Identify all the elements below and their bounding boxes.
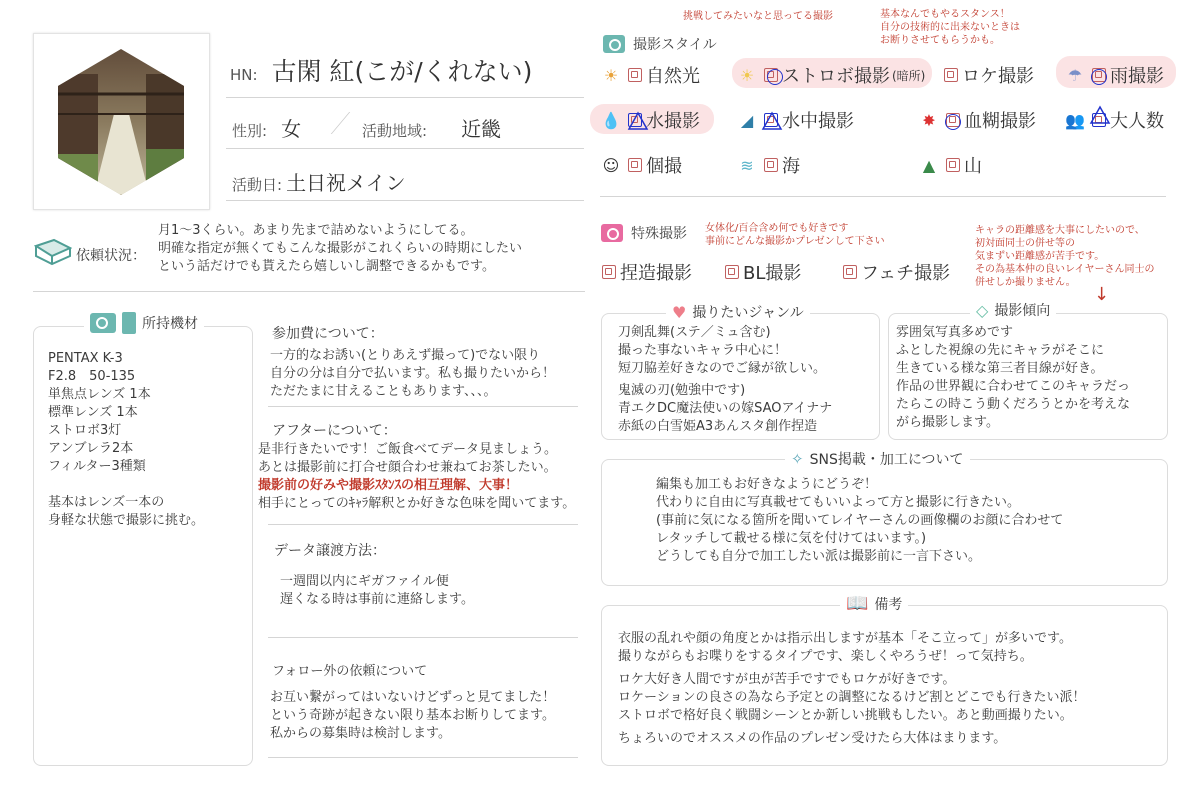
unfollowed-line: という奇跡が起きない限り基本お断りしてます。: [270, 708, 555, 723]
equipment-line: 単焦点レンズ 1本: [48, 387, 151, 402]
fee-line: 自分の分は自分で払います。私も撮りたいから！: [270, 366, 555, 381]
data-transfer-line: 一週間以内にギガファイル便: [280, 574, 449, 589]
style-underwater: 水中撮影: [782, 111, 854, 132]
request-label: 依頼状況：: [76, 248, 146, 264]
tendency-line: ふとした視線の先にキャラがそこに: [896, 343, 1105, 358]
sns-line: レタッチして載せる様に気を付けてはいます。): [656, 531, 927, 546]
after-line-highlight: 撮影前の好みや撮影ｽﾀﾝｽの相互理解、大事！: [258, 478, 519, 493]
open-book-icon: 📖: [846, 593, 869, 614]
remarks-line: ロケーションの良さの為なら予定との調整になるけど割とどこでも行きたい派！: [618, 690, 1086, 705]
special-note: 事前にどんな撮影かプレゼンして下さい: [705, 236, 885, 247]
genre-line: 鬼滅の刃(勉強中です): [618, 383, 746, 398]
natural-checkbox[interactable]: [628, 68, 642, 82]
fee-line: ただたまに甘えることもあります、、、。: [270, 384, 497, 399]
camera-icon: [603, 35, 625, 53]
tendency-line: がら撮影します。: [896, 415, 999, 430]
equipment-line: アンブレラ2本: [48, 441, 134, 456]
style-rain: 雨撮影: [1110, 66, 1164, 87]
style-mountain: 山: [964, 156, 982, 177]
gender-label: 性別:: [232, 122, 268, 140]
mark-triangle-crowd: [1089, 105, 1111, 125]
book-icon: [34, 238, 72, 266]
fee-title: 参加費について：: [272, 326, 384, 342]
special-note-right: 初対面同士の併せ等の: [975, 238, 1075, 249]
hn-label: HN:: [230, 66, 258, 84]
sun-icon: ☀: [603, 65, 619, 85]
style-location: ロケ撮影: [962, 66, 1034, 87]
remarks-line: ロケ大好き人間ですが虫が苦手ですでもロケが好きです。: [618, 672, 956, 687]
style-water: 水撮影: [646, 111, 700, 132]
camera-icon: [90, 313, 116, 333]
data-transfer-line: 遅くなる時は事前に連絡します。: [280, 592, 474, 607]
tendency-line: たらこの時こう動くだろうとかを考えな: [896, 397, 1131, 412]
mark-triangle-water: [627, 111, 649, 131]
sea-checkbox[interactable]: [764, 158, 778, 172]
special-note-right: 併せしか撮りません。: [975, 277, 1076, 288]
profile-photo: [34, 34, 209, 209]
equipment-note: 基本はレンズ一本の: [48, 495, 165, 510]
unfollowed-line: 私からの募集時は検討します。: [270, 726, 451, 741]
person-icon: ☺: [602, 155, 620, 175]
camera-icon: [601, 224, 623, 242]
style-crowd: 大人数: [1110, 111, 1164, 132]
lens-icon: [122, 312, 136, 334]
blood-splat-icon: ✸: [922, 110, 936, 130]
strobe-icon: ☀: [739, 65, 755, 85]
sns-title: SNS掲載・加工について: [809, 452, 964, 468]
equipment-line: F2.8 50-135: [48, 369, 136, 384]
tendency-line: 作品の世界観に合わせてこのキャラだっ: [896, 379, 1131, 394]
water-drop-icon: 💧: [601, 110, 621, 130]
group-icon: 👥: [1065, 110, 1085, 130]
style-natural: 自然光: [646, 66, 700, 87]
style-sea: 海: [782, 156, 800, 177]
style-blood: 血糊撮影: [964, 111, 1036, 132]
mark-triangle-underwater: [761, 111, 783, 131]
mark-circle-rain: [1091, 69, 1107, 85]
sns-line: どうしても自分で加工したい派は撮影前に一言下さい。: [656, 549, 982, 564]
days-value: 土日祝メイン: [286, 171, 406, 195]
equipment-line: PENTAX K-3: [48, 351, 123, 366]
request-line: 月1〜3くらい。あまり先まで詰めないようにしてる。: [158, 223, 474, 238]
remarks-line: ちょろいのでオススメの作品のプレゼン受けたら大体はまります。: [618, 731, 1007, 746]
fee-line: 一方的なお誘い(とりあえず撮って)でない限り: [270, 348, 541, 363]
after-line: あとは撮影前に打合せ顔合わせ兼ねてお茶したい。: [258, 460, 557, 475]
after-title: アフターについて：: [272, 423, 397, 439]
equipment-note: 身軽な状態で撮影に挑む。: [48, 513, 205, 528]
genre-line: 短刀脇差好きなのでご縁が欲しい。: [618, 361, 827, 376]
special-note-right: キャラの距離感を大事にしたいので、: [975, 225, 1145, 236]
remarks-line: 撮りながらもお喋りをするタイプです、楽しくやろうぜ！って気持ち。: [618, 649, 1033, 664]
tendency-line: 雰囲気写真多めです: [896, 325, 1014, 340]
individual-checkbox[interactable]: [628, 158, 642, 172]
mountain-icon: ▲: [922, 155, 936, 175]
days-label: 活動日:: [232, 176, 283, 194]
style-note-left: 挑戦してみたいなと思ってる撮影: [683, 11, 833, 22]
equipment-line: フィルター3種類: [48, 459, 146, 474]
style-note-right: 基本なんでもやるスタンス！: [880, 9, 1010, 20]
tendency-line: 生きている様な第三者目線が好き。: [896, 361, 1104, 376]
special-title: 特殊撮影: [631, 226, 687, 242]
area-label: 活動地域:: [362, 122, 428, 140]
style-note-right: 自分の技術的に出来ないときは: [880, 22, 1020, 33]
fake-checkbox[interactable]: [602, 265, 616, 279]
hn-value: 古閑 紅(こが/くれない): [271, 57, 533, 86]
special-item: 捏造撮影: [620, 263, 692, 284]
request-line: 明確な指定が無くてもこんな撮影がこれくらいの時期にしたい: [158, 241, 523, 256]
bl-checkbox[interactable]: [725, 265, 739, 279]
mountain-checkbox[interactable]: [946, 158, 960, 172]
mark-circle-blood: [945, 114, 961, 130]
unfollowed-line: お互い繋がってはいないけどずっと見てました！: [270, 690, 556, 705]
after-line: 是非行きたいです！ご飯食べてデータ見ましょう。: [258, 442, 558, 457]
gender-value: 女: [281, 117, 302, 141]
equipment-line: ストロボ3灯: [48, 423, 122, 438]
umbrella-icon: ☂: [1067, 65, 1083, 85]
equipment-title: 所持機材: [142, 316, 198, 332]
wave-icon: ◢: [740, 110, 754, 130]
special-item: フェチ撮影: [861, 263, 951, 284]
request-line: という話だけでも貰えたら嬉しいし調整できるかもです。: [158, 259, 495, 274]
data-transfer-title: データ譲渡方法：: [274, 543, 386, 559]
heart-icon: ♥: [672, 302, 687, 322]
remarks-line: ストロボで格好良く戦闘シーンとか新しい挑戦もしたい。あと動画撮りたい。: [618, 708, 1073, 723]
unfollowed-title: フォロー外の依頼について: [272, 664, 428, 679]
genre-title: 撮りたいジャンル: [692, 305, 804, 321]
profile-photo-frame: [33, 33, 210, 210]
after-line: 相手にとってのｷｬﾗ解釈とか好きな色味を聞いてます。: [258, 496, 576, 511]
sns-line: (事前に気になる箇所を聞いてレイヤーさんの画像欄のお顔に合わせて: [656, 513, 1064, 528]
genre-line: 赤紙の白雪姫A3あんスタ創作捏造: [618, 419, 818, 434]
sea-icon: ≋: [740, 155, 754, 175]
arrow-down-icon: ↓: [1094, 284, 1110, 305]
sns-line: 編集も加工もお好きなようにどうぞ！: [656, 477, 878, 492]
style-strobe: ストロボ撮影: [782, 66, 890, 87]
mark-circle-strobe: [767, 69, 783, 85]
equipment-line: 標準レンズ 1本: [48, 405, 138, 420]
magic-wand-icon: ✧: [791, 450, 804, 468]
special-item: BL撮影: [743, 263, 802, 284]
remarks-line: 衣服の乱れや顔の角度とかは指示出しますが基本「そこ立って」が多いです。: [618, 631, 1072, 646]
area-value: 近畿: [461, 117, 502, 141]
diamond-icon: ◇: [976, 300, 989, 320]
location-checkbox[interactable]: [944, 68, 958, 82]
sns-line: 代わりに自由に写真載せてもいいよって方と撮影に行きたい。: [656, 495, 1021, 510]
style-individual: 個撮: [646, 156, 682, 177]
genre-line: 撮った事ないキャラ中心に！: [618, 343, 788, 358]
special-note: 女体化/百合含め何でも好きです: [705, 223, 849, 234]
style-title: 撮影スタイル: [633, 37, 717, 53]
fetish-checkbox[interactable]: [843, 265, 857, 279]
special-note-right: 気まずい距離感が苦手です。: [975, 251, 1105, 262]
tendency-title: 撮影傾向: [994, 303, 1051, 319]
style-note-right: お断りさせてもらうかも。: [880, 35, 1000, 46]
genre-line: 刀剣乱舞(ステ／ミュ含む): [618, 325, 771, 340]
remarks-title: 備考: [874, 596, 903, 613]
genre-line: 青エクDC魔法使いの嫁SAOアイナナ: [618, 401, 833, 416]
special-note-right: その為基本仲の良いレイヤーさん同士の: [975, 264, 1155, 275]
style-strobe-sub: (暗所): [892, 68, 926, 83]
